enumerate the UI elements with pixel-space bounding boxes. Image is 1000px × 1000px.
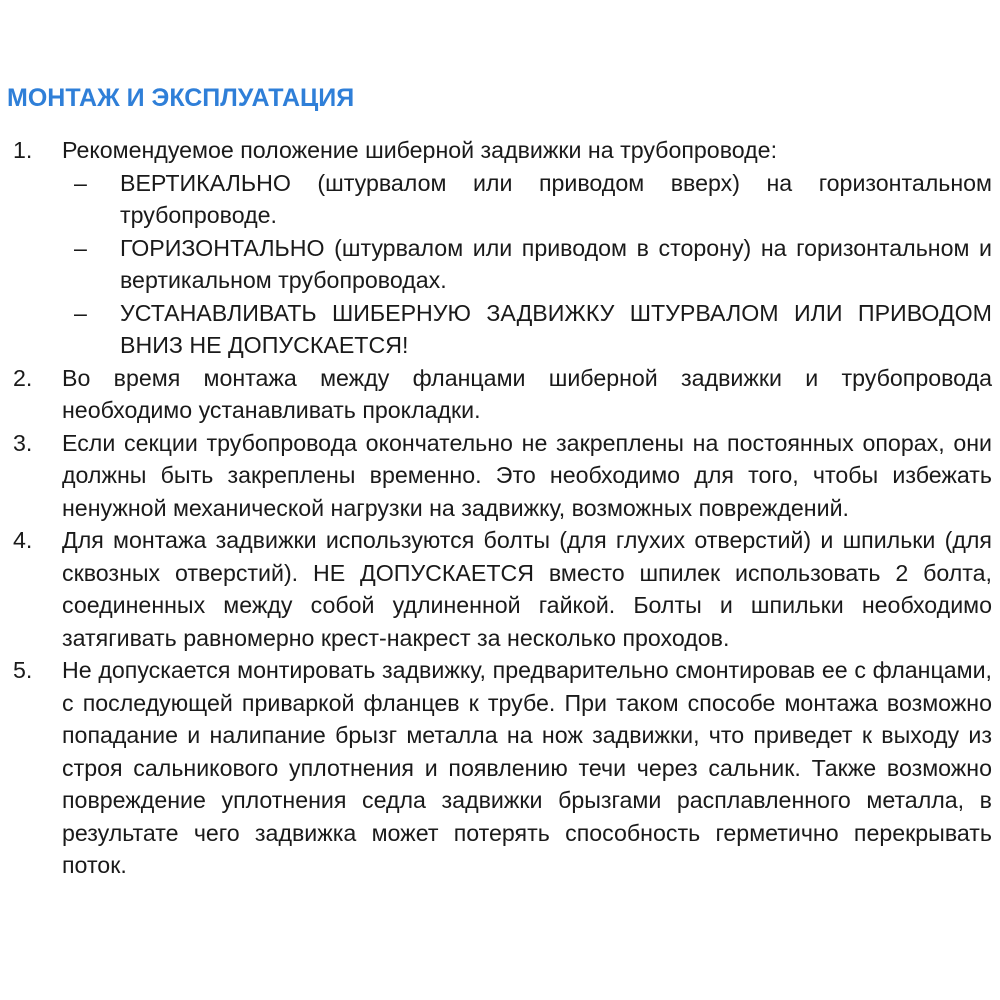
- dash-bullet: –: [74, 299, 87, 326]
- sub-item-horizontal: [62, 232, 992, 297]
- list-item-3: [0, 427, 1000, 525]
- item-text: Для монтажа задвижки используются болты (для глухих отверстий) и шпильки (для сквозных отверстий). НЕ ДОПУСКАЕТСЯ вместо шпилек использовать 2 болта, соединенных между собой удлиненной гайкой. Болты и шпильки необходимо затягивать равномерно крест-накрест за несколько проходов.: [62, 527, 992, 651]
- instruction-list: [0, 134, 1000, 882]
- item-number: 4.: [13, 527, 33, 553]
- list-item-5: [0, 654, 1000, 882]
- sub-item-text: ВЕРТИКАЛЬНО (штурвалом или приводом вверх) на горизонтальном трубопроводе.: [120, 169, 992, 228]
- section-heading: МОНТАЖ И ЭКСПЛУАТАЦИЯ: [7, 84, 355, 112]
- item-number: 3.: [13, 429, 33, 456]
- dash-bullet: –: [74, 169, 87, 196]
- item-number: 2.: [13, 364, 33, 391]
- item-text: Во время монтажа между фланцами шиберной задвижки и трубопровода необходимо устанавливать прокладки.: [62, 364, 992, 423]
- list-item-4: [0, 524, 1000, 654]
- item-number: 1.: [13, 137, 33, 163]
- dash-bullet: –: [74, 234, 87, 261]
- item-number: 5.: [13, 657, 33, 683]
- sub-item-vertical: [62, 167, 992, 232]
- list-item-1: [0, 134, 1000, 362]
- sub-item-prohibited: [62, 297, 992, 362]
- item-text: Не допускается монтировать задвижку, предварительно смонтировав ее с фланцами, с последующей приваркой фланцев к трубе. При таком способе монтажа возможно попадание и налипание брызг металла на нож задвижки, что приведет к выходу из строя сальникового уплотнения и появлению течи через сальник. Также возможно повреждение уплотнения седла задвижки брызгами расплавленного металла, в результате чего задвижка может потерять способность герметично перекрывать поток.: [62, 657, 992, 878]
- list-item-2: [0, 362, 1000, 427]
- sub-item-text: ГОРИЗОНТАЛЬНО (штурвалом или приводом в сторону) на горизонтальном и вертикальном трубопроводах.: [120, 234, 992, 293]
- sub-item-text: УСТАНАВЛИВАТЬ ШИБЕРНУЮ ЗАДВИЖКУ ШТУРВАЛОМ ИЛИ ПРИВОДОМ ВНИЗ НЕ ДОПУСКАЕТСЯ!: [120, 299, 992, 358]
- item-text: Рекомендуемое положение шиберной задвижки на трубопроводе:: [62, 137, 778, 163]
- item-text: Если секции трубопровода окончательно не закреплены на постоянных опорах, они должны быть закреплены временно. Это необходимо для того, чтобы избежать ненужной механической нагрузки на задвижку, возможных повреждений.: [62, 429, 992, 521]
